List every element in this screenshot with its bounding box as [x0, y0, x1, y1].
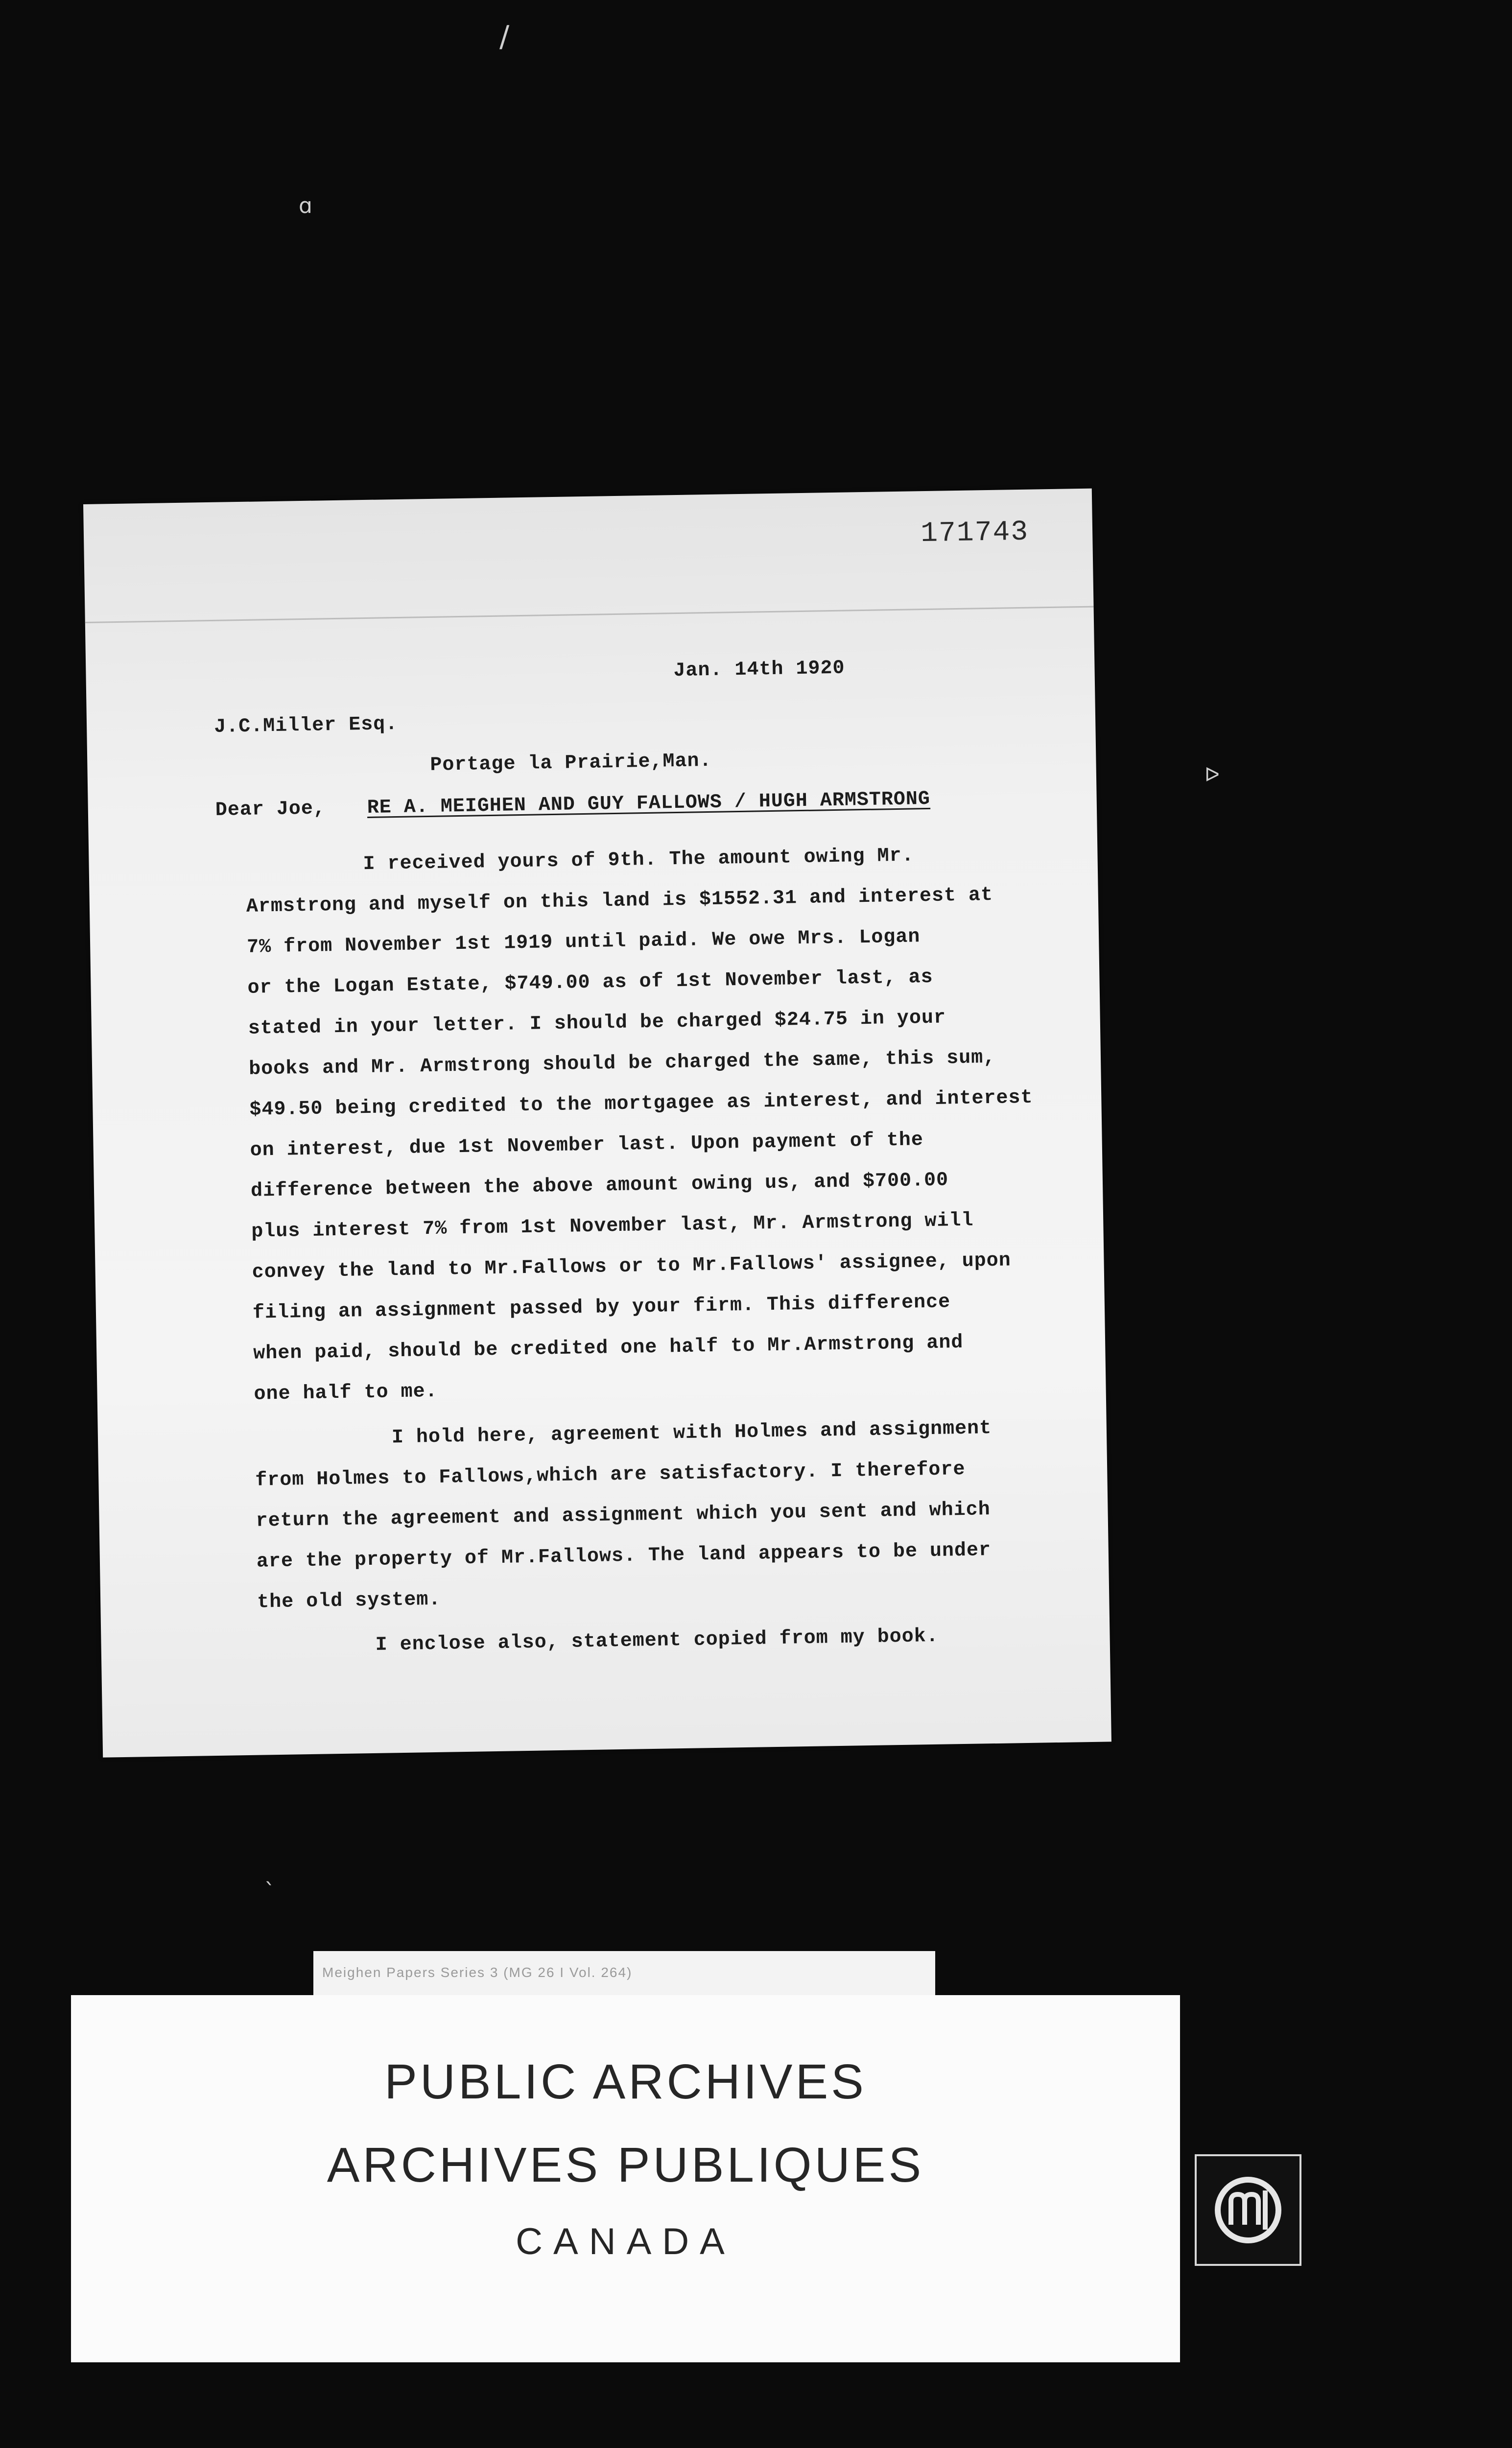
subject-line: RE A. MEIGHEN AND GUY FALLOWS / HUGH ARMSTRONG — [367, 788, 931, 819]
body-line: filing an assignment passed by your firm. This difference — [252, 1291, 951, 1324]
body-line: the old system. — [257, 1588, 441, 1614]
archives-monogram-logo-icon — [1195, 2154, 1301, 2266]
body-line: difference between the above amount owing us, and $700.00 — [250, 1169, 949, 1202]
body-line: $49.50 being credited to the mortgagee as interest, and interest — [249, 1086, 1033, 1121]
archives-label-french: ARCHIVES PUBLIQUES — [327, 2138, 924, 2192]
body-line: are the property of Mr.Fallows. The land appears to be under — [256, 1539, 992, 1573]
salutation: Dear Joe, — [215, 798, 326, 822]
body-line: when paid, should be credited one half to Mr.Armstrong and — [253, 1331, 964, 1365]
header-rule — [85, 606, 1094, 623]
body-line: convey the land to Mr.Fallows or to Mr.Fallows' assignee, upon — [252, 1249, 1012, 1284]
body-line: Armstrong and myself on this land is $1552.31 and interest at — [246, 884, 993, 918]
letter-page — [83, 489, 1111, 1758]
body-line: or the Logan Estate, $749.00 as of 1st November last, as — [247, 966, 933, 999]
archives-label-english: PUBLIC ARCHIVES — [384, 2054, 867, 2109]
document-number: 171743 — [920, 516, 1029, 550]
microfilm-reference-slip — [313, 1951, 935, 2000]
body-line: plus interest 7% from 1st November last, Mr. Armstrong will — [251, 1209, 974, 1243]
body-line: 7% from November 1st 1919 until paid. We owe Mrs. Logan — [246, 926, 921, 959]
addressee-place: Portage la Prairie,Man. — [430, 750, 712, 777]
archives-label-card — [71, 1995, 1180, 2362]
body-line: return the agreement and assignment which you sent and which — [256, 1499, 991, 1532]
body-line: I hold here, agreement with Holmes and assignment — [391, 1417, 992, 1449]
film-speck: ˎ — [264, 1860, 275, 1885]
film-speck: / — [499, 20, 510, 54]
addressee: J.C.Miller Esq. — [213, 713, 398, 738]
reference-text: Meighen Papers Series 3 (MG 26 I Vol. 264) — [322, 1965, 633, 1980]
body-line: from Holmes to Fallows,which are satisfactory. I therefore — [255, 1458, 966, 1492]
body-line: stated in your letter. I should be charged $24.75 in your — [248, 1007, 946, 1040]
film-speck: ɑ — [299, 193, 312, 218]
body-line: I enclose also, statement copied from my book. — [375, 1625, 939, 1656]
film-speck: ᐅ — [1205, 764, 1220, 786]
letter-date: Jan. 14th 1920 — [673, 657, 845, 683]
archives-label-country: CANADA — [516, 2221, 735, 2262]
body-line: one half to me. — [254, 1380, 438, 1406]
body-line: on interest, due 1st November last. Upon payment of the — [250, 1129, 924, 1162]
body-line: books and Mr. Armstrong should be charged the same, this sum, — [248, 1046, 996, 1081]
body-line: I received yours of 9th. The amount owing Mr. — [363, 845, 915, 876]
